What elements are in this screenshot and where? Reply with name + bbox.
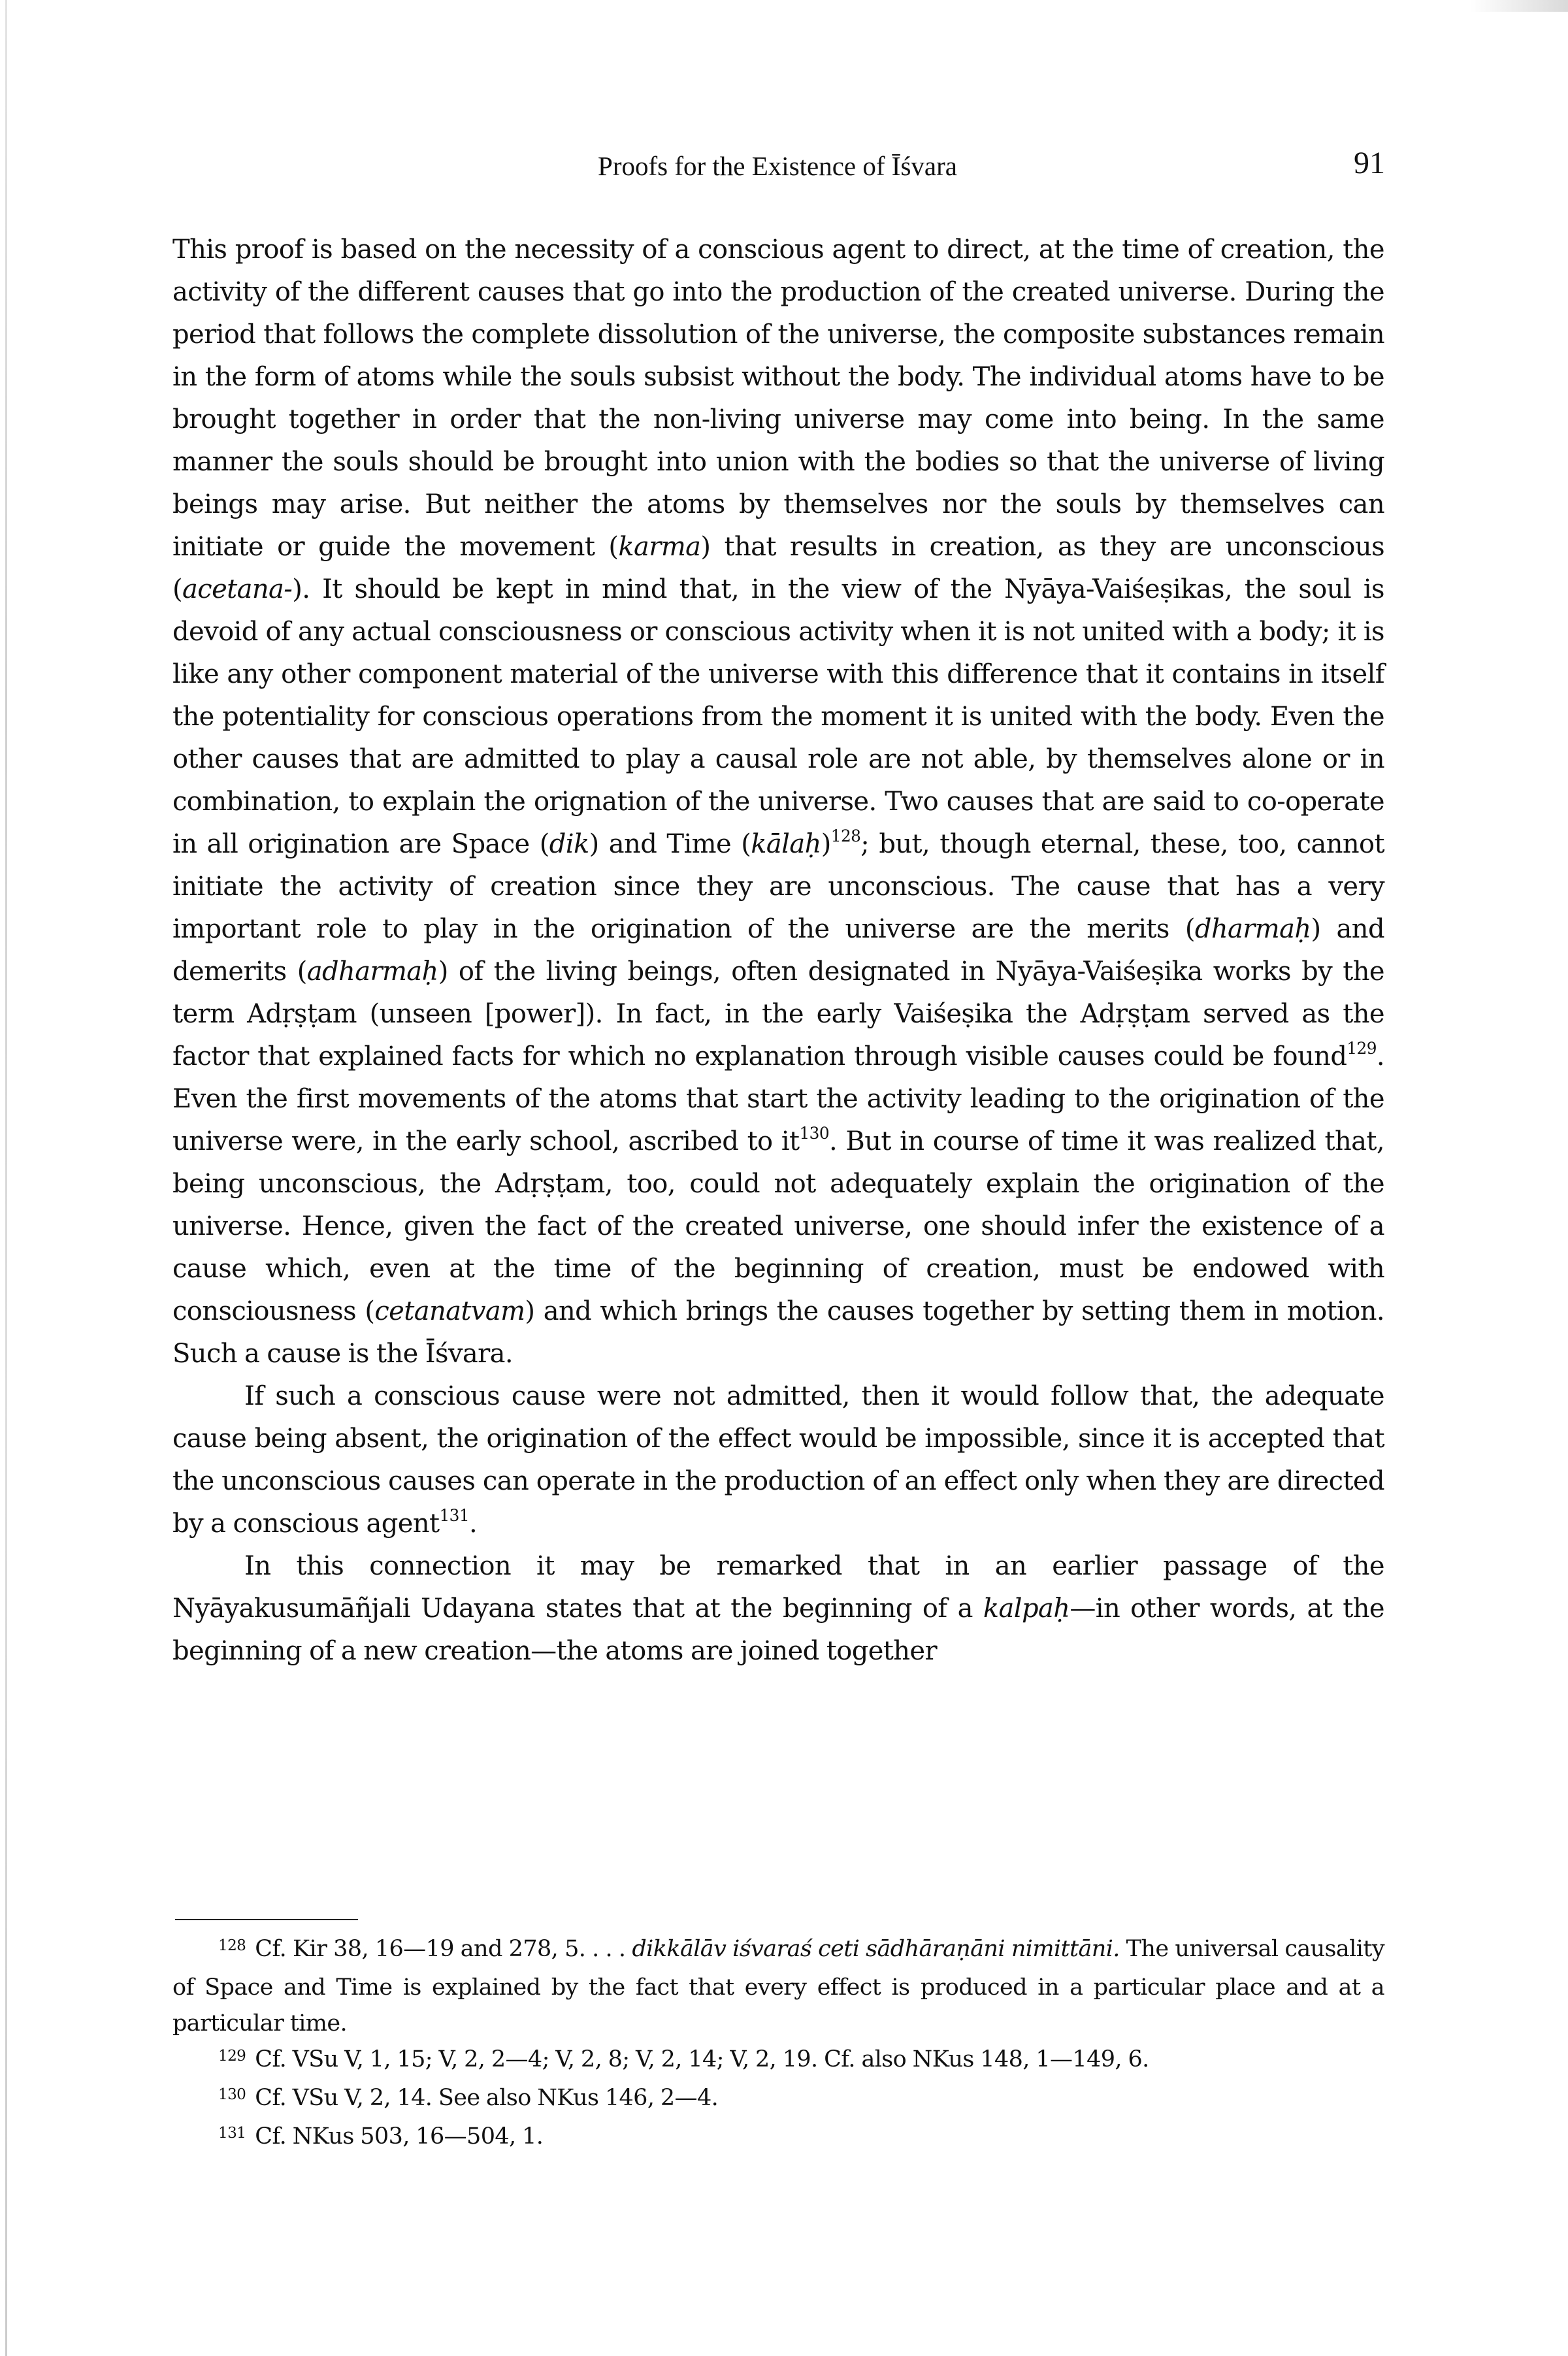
text-run: . Even the first movements of the atoms that start the activity leading to the origination of the universe were, in the early school, ascribed to it xyxy=(172,1041,1384,1156)
text-run: Cf. Kir 38, 16—19 and 278, 5. . . . xyxy=(255,1936,632,1962)
footnote-divider xyxy=(175,1919,358,1920)
text-run: Cf. NKus 503, 16—504, 1. xyxy=(255,2123,544,2150)
text-run: The universal causality of Space and Time is explained by the fact that every effect is produced in a particular place and at a particular time. xyxy=(172,1936,1385,2037)
footnote-number: 131 xyxy=(218,2124,246,2142)
footnote-129 xyxy=(172,2042,1384,2080)
text-run: ) xyxy=(821,829,831,859)
footnote-reference: 128 xyxy=(830,826,861,846)
footnote-reference: 130 xyxy=(799,1124,830,1143)
page-header xyxy=(170,145,1385,191)
running-title: Proofs for the Existence of Īśvara xyxy=(598,151,957,181)
footnote-number: 128 xyxy=(218,1937,246,1954)
footnote-reference: 129 xyxy=(1347,1039,1377,1058)
italic-term: dikkālāv iśvaraś ceti sādhāraṇāni nimittāni. xyxy=(632,1936,1120,1962)
text-run: —in other words, at the beginning of a new creation—the atoms are joined together xyxy=(172,1594,1385,1666)
text-run: ). It should be kept in mind that, in the view of the Nyāya-Vaiśeṣikas, the soul is devoid of any actual consciousness or conscious activity when it is not united with a body; it is like any other component material of the universe with this difference that it contains in itself the potentiality for conscious operations from the moment it is united with the body. Even the other causes that are admitted to play a causal role are not able, by themselves alone or in combination, to explain the orignation of the universe. Two causes that are said to co-operate in all origination are Space ( xyxy=(172,574,1384,859)
text-run: ) and Time ( xyxy=(589,829,751,859)
paragraph-p2 xyxy=(172,1375,1384,1545)
binding-edge xyxy=(5,0,7,2356)
text-run: This proof is based on the necessity of a conscious agent to direct, at the time of creation, the activity of the different causes that go into the production of the created universe. During the period that follows the complete dissolution of the universe, the composite substances remain in the form of atoms while the souls subsist without the body. The individual atoms have to be brought together in order that the non-living universe may come into being. In the same manner the souls should be brought into union with the bodies so that the universe of living beings may arise. But neither the atoms by themselves nor the souls by themselves can initiate or guide the movement ( xyxy=(172,235,1384,562)
text-run: ) and demerits ( xyxy=(172,914,1384,987)
footnote-number: 130 xyxy=(218,2086,246,2103)
text-run: . But in course of time it was realized that, being unconscious, the Adṛṣṭam, too, could not adequately explain the origination of the universe. Hence, given the fact of the created universe, one should infer the existence of a cause which, even at the time of the beginning of creation, must be endowed with consciousness ( xyxy=(172,1126,1384,1326)
text-run: ) of the living beings, often designated in Nyāya-Vaiśeṣika works by the term Adṛṣṭam (unseen [power]). In fact, in the early Vaiśeṣika the Adṛṣṭam served as the factor that explained facts for which no explanation through visible causes could be found xyxy=(172,957,1384,1072)
main-text xyxy=(172,229,1384,1673)
scan-smudge xyxy=(1470,0,1568,12)
paragraph-p1 xyxy=(172,229,1384,1375)
italic-term: dharmaḥ xyxy=(1194,914,1311,944)
italic-term: cetanatvam xyxy=(374,1296,525,1326)
paragraph-p3 xyxy=(172,1545,1384,1673)
footnote-number: 129 xyxy=(218,2047,246,2065)
text-run: ) that results in creation, as they are unconscious ( xyxy=(172,532,1385,604)
italic-term: karma xyxy=(618,532,701,562)
text-run: ; but, though eternal, these, too, cannot initiate the activity of creation since they are unconscious. The cause that has a very important role to play in the origination of the universe are the merits ( xyxy=(172,829,1384,944)
footnote-131 xyxy=(172,2119,1384,2157)
italic-term: kālaḥ xyxy=(751,829,821,859)
italic-term: acetana- xyxy=(182,574,293,604)
italic-term: adharmaḥ xyxy=(306,957,438,987)
text-run: In this connection it may be remarked that in an earlier passage of the Nyāyakusumāñjali Udayana states that at the beginning of a xyxy=(172,1551,1384,1624)
text-run: ) and which brings the causes together by setting them in motion. Such a cause is the Īśvara. xyxy=(172,1296,1384,1369)
italic-term: kalpaḥ xyxy=(983,1594,1070,1624)
footnote-reference: 131 xyxy=(439,1506,470,1526)
italic-term: dik xyxy=(549,829,589,859)
page-number: 91 xyxy=(1354,146,1385,180)
text-run: Cf. VSu V, 2, 14. See also NKus 146, 2—4. xyxy=(255,2085,719,2111)
text-run: If such a conscious cause were not admitted, then it would follow that, the adequate cause being absent, the origination of the effect would be impossible, since it is accepted that the unconscious causes can operate in the production of an effect only when they are directed by a conscious agent xyxy=(172,1381,1384,1539)
footnote-130 xyxy=(172,2080,1384,2119)
text-run: . xyxy=(469,1509,478,1539)
footnote-128 xyxy=(172,1931,1384,2042)
footnotes xyxy=(172,1931,1384,2157)
text-run: Cf. VSu V, 1, 15; V, 2, 2—4; V, 2, 8; V, 2, 14; V, 2, 19. Cf. also NKus 148, 1—149, 6. xyxy=(255,2046,1149,2072)
